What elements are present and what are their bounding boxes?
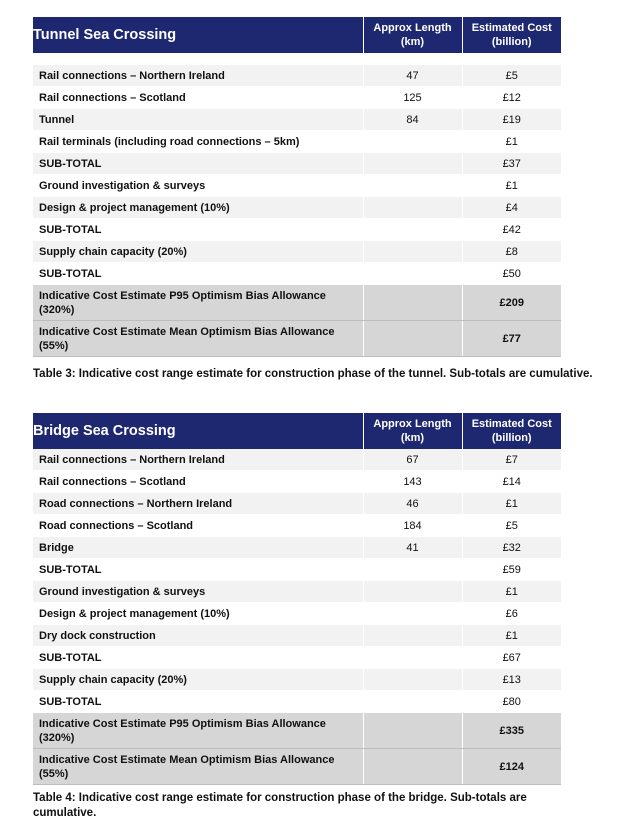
row-cost: £50 xyxy=(462,263,561,285)
row-cost: £12 xyxy=(462,87,561,109)
row-label: Rail connections – Northern Ireland xyxy=(33,449,363,471)
table-row xyxy=(33,581,561,603)
row-label: SUB-TOTAL xyxy=(33,559,363,581)
table-row xyxy=(33,625,561,647)
row-label: Ground investigation & surveys xyxy=(33,175,363,197)
row-label: Road connections – Scotland xyxy=(33,515,363,537)
row-length xyxy=(363,581,462,603)
table-row xyxy=(33,603,561,625)
row-label: Rail terminals (including road connections – 5km) xyxy=(33,131,363,153)
row-cost: £32 xyxy=(462,537,561,559)
row-label: SUB-TOTAL xyxy=(33,263,363,285)
tunnel-cost-table xyxy=(33,17,561,357)
row-length xyxy=(363,263,462,285)
table-row xyxy=(33,65,561,87)
row-label: Supply chain capacity (20%) xyxy=(33,241,363,263)
table-row xyxy=(33,219,561,241)
row-cost: £1 xyxy=(462,625,561,647)
row-label: SUB-TOTAL xyxy=(33,691,363,713)
estimate-label: Indicative Cost Estimate P95 Optimism Bias Allowance (320%) xyxy=(33,285,363,321)
row-cost: £80 xyxy=(462,691,561,713)
estimate-label: Indicative Cost Estimate P95 Optimism Bias Allowance (320%) xyxy=(33,713,363,749)
row-cost: £5 xyxy=(462,65,561,87)
table-row xyxy=(33,559,561,581)
row-cost: £1 xyxy=(462,175,561,197)
row-label: Rail connections – Northern Ireland xyxy=(33,65,363,87)
bridge-table-title: Bridge Sea Crossing xyxy=(33,413,363,449)
row-length xyxy=(363,647,462,669)
table-row xyxy=(33,175,561,197)
tunnel-table-title: Tunnel Sea Crossing xyxy=(33,17,363,53)
row-length xyxy=(363,131,462,153)
row-cost: £6 xyxy=(462,603,561,625)
row-label: SUB-TOTAL xyxy=(33,219,363,241)
row-cost: £4 xyxy=(462,197,561,219)
table-row xyxy=(33,471,561,493)
row-cost: £37 xyxy=(462,153,561,175)
row-label: Bridge xyxy=(33,537,363,559)
row-cost: £7 xyxy=(462,449,561,471)
row-length xyxy=(363,603,462,625)
row-cost: £1 xyxy=(462,493,561,515)
table-row xyxy=(33,263,561,285)
row-length: 184 xyxy=(363,515,462,537)
row-length xyxy=(363,153,462,175)
row-length: 46 xyxy=(363,493,462,515)
row-length xyxy=(363,559,462,581)
row-label: SUB-TOTAL xyxy=(33,647,363,669)
tunnel-length-header: Approx Length (km) xyxy=(363,17,462,53)
row-label: Supply chain capacity (20%) xyxy=(33,669,363,691)
row-length: 47 xyxy=(363,65,462,87)
estimate-cost: £77 xyxy=(462,321,561,357)
row-cost: £19 xyxy=(462,109,561,131)
row-label: SUB-TOTAL xyxy=(33,153,363,175)
table-row xyxy=(33,449,561,471)
estimate-length xyxy=(363,285,462,321)
row-length xyxy=(363,691,462,713)
estimate-length xyxy=(363,321,462,357)
table-row xyxy=(33,131,561,153)
table-row xyxy=(33,197,561,219)
row-length: 143 xyxy=(363,471,462,493)
row-cost: £59 xyxy=(462,559,561,581)
bridge-length-header: Approx Length (km) xyxy=(363,413,462,449)
table-row xyxy=(33,109,561,131)
table-row xyxy=(33,669,561,691)
row-length: 84 xyxy=(363,109,462,131)
tunnel-header-row xyxy=(33,17,561,53)
table-row xyxy=(33,515,561,537)
bridge-header-row xyxy=(33,413,561,449)
row-label: Rail connections – Scotland xyxy=(33,471,363,493)
row-cost: £8 xyxy=(462,241,561,263)
row-cost: £1 xyxy=(462,581,561,603)
estimate-length xyxy=(363,713,462,749)
row-label: Tunnel xyxy=(33,109,363,131)
row-cost: £1 xyxy=(462,131,561,153)
row-label: Design & project management (10%) xyxy=(33,603,363,625)
estimate-length xyxy=(363,749,462,785)
table-row xyxy=(33,493,561,515)
estimate-row xyxy=(33,713,561,749)
table-row xyxy=(33,87,561,109)
row-length xyxy=(363,625,462,647)
bridge-cost-header: Estimated Cost (billion) xyxy=(462,413,561,449)
estimate-cost: £124 xyxy=(462,749,561,785)
table-row xyxy=(33,153,561,175)
row-cost: £5 xyxy=(462,515,561,537)
table-spacer xyxy=(33,53,561,65)
table-row xyxy=(33,647,561,669)
tunnel-table-caption: Table 3: Indicative cost range estimate for construction phase of the tunnel. Sub-totals are cumulative. xyxy=(33,368,593,380)
bridge-cost-table xyxy=(33,413,561,785)
row-cost: £42 xyxy=(462,219,561,241)
row-length xyxy=(363,241,462,263)
table-row xyxy=(33,537,561,559)
estimate-label: Indicative Cost Estimate Mean Optimism Bias Allowance (55%) xyxy=(33,321,363,357)
estimate-cost: £209 xyxy=(462,285,561,321)
row-length xyxy=(363,669,462,691)
row-label: Ground investigation & surveys xyxy=(33,581,363,603)
row-label: Road connections – Northern Ireland xyxy=(33,493,363,515)
row-length xyxy=(363,197,462,219)
row-length xyxy=(363,219,462,241)
row-length xyxy=(363,175,462,197)
row-length: 67 xyxy=(363,449,462,471)
estimate-cost: £335 xyxy=(462,713,561,749)
estimate-row xyxy=(33,749,561,785)
row-cost: £14 xyxy=(462,471,561,493)
row-cost: £67 xyxy=(462,647,561,669)
tunnel-cost-header: Estimated Cost (billion) xyxy=(462,17,561,53)
estimate-row xyxy=(33,321,561,357)
row-label: Design & project management (10%) xyxy=(33,197,363,219)
bridge-table-caption: Table 4: Indicative cost range estimate for construction phase of the bridge. Sub-totals are cumulative. xyxy=(33,792,527,819)
estimate-row xyxy=(33,285,561,321)
row-label: Dry dock construction xyxy=(33,625,363,647)
table-row xyxy=(33,691,561,713)
row-length: 125 xyxy=(363,87,462,109)
row-length: 41 xyxy=(363,537,462,559)
row-cost: £13 xyxy=(462,669,561,691)
table-row xyxy=(33,241,561,263)
row-label: Rail connections – Scotland xyxy=(33,87,363,109)
estimate-label: Indicative Cost Estimate Mean Optimism Bias Allowance (55%) xyxy=(33,749,363,785)
